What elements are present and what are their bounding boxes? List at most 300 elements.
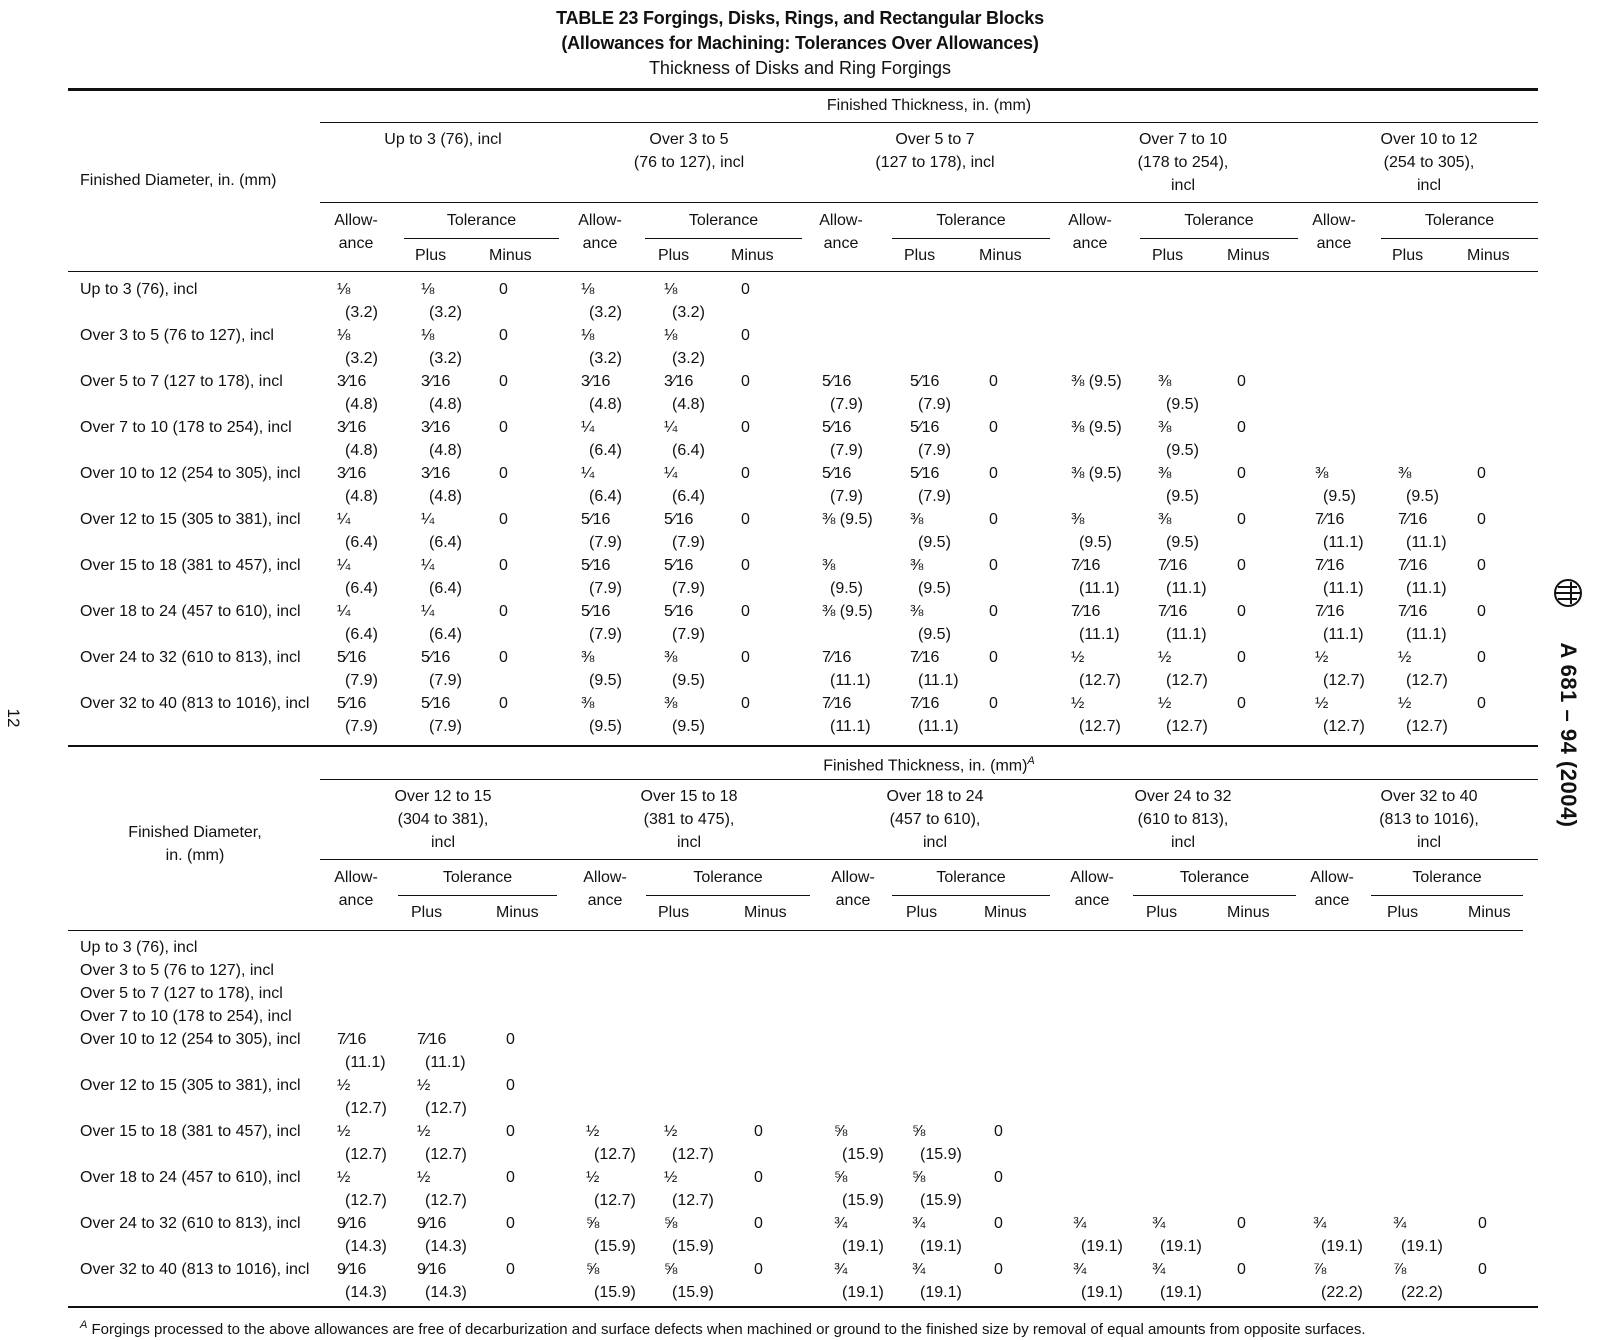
- minus-value: 0: [989, 419, 998, 436]
- allowance-mm: (7.9): [589, 626, 622, 643]
- allowance-value: ⅜ (9.5): [1071, 465, 1122, 482]
- allowance-mm: (15.9): [594, 1284, 636, 1301]
- plus-header: Plus: [1146, 904, 1178, 921]
- tolerance-rule: [1133, 895, 1296, 896]
- row-label: Over 12 to 15 (305 to 381), incl: [80, 511, 301, 528]
- allowance-header: ance: [587, 892, 623, 909]
- allowance-header: Allow-: [1068, 212, 1112, 229]
- tolerance-rule: [404, 238, 559, 239]
- plus-mm: (12.7): [425, 1192, 467, 1209]
- row-label: Over 10 to 12 (254 to 305), incl: [80, 465, 301, 482]
- thickness-group-header: incl: [1416, 834, 1441, 851]
- allowance-mm: (6.4): [589, 442, 622, 459]
- plus-value: 7⁄16: [910, 695, 940, 712]
- allowance-value: ¼: [337, 557, 351, 574]
- allowance-value: ⅝: [586, 1215, 600, 1232]
- allowance-mm: (7.9): [345, 672, 378, 689]
- allowance-header: ance: [1074, 892, 1110, 909]
- minus-value: 0: [1237, 373, 1246, 390]
- allowance-value: ⅜ (9.5): [1071, 373, 1122, 390]
- plus-value: 7⁄16: [417, 1031, 447, 1048]
- allowance-value: 5⁄16: [337, 649, 367, 666]
- minus-value: 0: [1477, 511, 1486, 528]
- allowance-header: ance: [835, 892, 871, 909]
- plus-mm: (15.9): [672, 1284, 714, 1301]
- plus-value: ¾: [1152, 1261, 1166, 1278]
- allowance-mm: (7.9): [830, 488, 863, 505]
- allowance-value: ½: [1315, 649, 1329, 666]
- minus-value: 0: [1237, 695, 1246, 712]
- minus-value: 0: [499, 603, 508, 620]
- allowance-mm: (19.1): [1321, 1238, 1363, 1255]
- allowance-mm: (22.2): [1321, 1284, 1363, 1301]
- allowance-header: Allow-: [334, 869, 378, 886]
- plus-mm: (4.8): [429, 396, 462, 413]
- allowance-mm: (19.1): [842, 1284, 884, 1301]
- minus-value: 0: [1237, 419, 1246, 436]
- allowance-value: 7⁄16: [822, 649, 852, 666]
- header-bottom-rule: [68, 930, 1523, 931]
- plus-value: ⅝: [664, 1215, 678, 1232]
- diameter-header: in. (mm): [165, 847, 225, 864]
- row-label: Over 18 to 24 (457 to 610), incl: [80, 603, 301, 620]
- allowance-value: ⅜ (9.5): [822, 511, 873, 528]
- tolerance-header: Tolerance: [446, 212, 517, 229]
- allowance-header: Allow-: [334, 212, 378, 229]
- minus-value: 0: [499, 511, 508, 528]
- row-label: Over 24 to 32 (610 to 813), incl: [80, 649, 301, 666]
- allowance-mm: (12.7): [1323, 672, 1365, 689]
- plus-value: ⅛: [664, 281, 678, 298]
- plus-value: ⅜: [1158, 511, 1172, 528]
- plus-value: ⅝: [912, 1123, 926, 1140]
- plus-header: Plus: [658, 247, 690, 264]
- allowance-value: 7⁄16: [1315, 511, 1345, 528]
- plus-value: 3⁄16: [421, 373, 451, 390]
- plus-mm: (12.7): [672, 1146, 714, 1163]
- allowance-header: ance: [1316, 235, 1352, 252]
- allowance-value: 5⁄16: [581, 511, 611, 528]
- plus-mm: (9.5): [672, 718, 705, 735]
- plus-mm: (6.4): [429, 534, 462, 551]
- plus-value: ⅝: [664, 1261, 678, 1278]
- plus-value: ⅜: [910, 603, 924, 620]
- thickness-group-header: Over 12 to 15: [394, 788, 492, 805]
- allowance-value: ½: [337, 1077, 351, 1094]
- allowance-mm: (3.2): [345, 304, 378, 321]
- allowance-mm: (14.3): [345, 1238, 387, 1255]
- plus-value: ⅜: [664, 649, 678, 666]
- plus-mm: (4.8): [429, 488, 462, 505]
- row-label: Up to 3 (76), incl: [80, 281, 198, 298]
- minus-header: Minus: [1227, 247, 1270, 264]
- allowance-value: 5⁄16: [581, 557, 611, 574]
- tolerance-rule: [1371, 895, 1523, 896]
- allowance-mm: (12.7): [345, 1100, 387, 1117]
- minus-value: 0: [741, 465, 750, 482]
- plus-mm: (9.5): [672, 672, 705, 689]
- allowance-mm: (4.8): [589, 396, 622, 413]
- thickness-group-header: incl: [1170, 834, 1195, 851]
- plus-mm: (15.9): [672, 1238, 714, 1255]
- plus-mm: (6.4): [672, 488, 705, 505]
- tolerance-header: Tolerance: [1184, 212, 1254, 229]
- standard-designation: A 681 – 94 (2004): [1556, 642, 1581, 828]
- plus-value: ¾: [912, 1215, 926, 1232]
- allowance-header: ance: [823, 235, 859, 252]
- thickness-group-header: (610 to 813),: [1137, 811, 1229, 828]
- minus-value: 0: [506, 1215, 515, 1232]
- allowance-value: 7⁄16: [337, 1031, 367, 1048]
- minus-value: 0: [499, 557, 508, 574]
- astm-logo: [1553, 578, 1583, 608]
- plus-value: ½: [417, 1169, 431, 1186]
- plus-value: ⅛: [421, 281, 435, 298]
- header-bottom-rule: [68, 271, 1538, 272]
- allowance-mm: (6.4): [589, 488, 622, 505]
- plus-value: 5⁄16: [664, 511, 694, 528]
- plus-value: 5⁄16: [910, 419, 940, 436]
- allowance-mm: (6.4): [345, 626, 378, 643]
- minus-header: Minus: [984, 904, 1027, 921]
- plus-value: 9⁄16: [417, 1215, 447, 1232]
- plus-mm: (7.9): [918, 488, 951, 505]
- minus-value: 0: [1477, 603, 1486, 620]
- plus-mm: (7.9): [672, 534, 705, 551]
- allowance-value: ½: [1071, 695, 1085, 712]
- plus-mm: (11.1): [1166, 580, 1207, 597]
- plus-value: 7⁄16: [1398, 511, 1428, 528]
- row-label: Over 3 to 5 (76 to 127), incl: [80, 327, 274, 344]
- plus-value: 5⁄16: [910, 373, 940, 390]
- allowance-value: 9⁄16: [337, 1215, 367, 1232]
- thickness-group-header: Over 3 to 5: [649, 131, 729, 148]
- tolerance-header: Tolerance: [936, 212, 1006, 229]
- allowance-value: 5⁄16: [822, 465, 852, 482]
- allowance-mm: (11.1): [345, 1054, 386, 1071]
- allowance-mm: (9.5): [830, 580, 863, 597]
- minus-value: 0: [989, 511, 998, 528]
- minus-header: Minus: [979, 247, 1022, 264]
- minus-value: 0: [1237, 511, 1246, 528]
- allowance-value: ½: [337, 1123, 351, 1140]
- plus-mm: (3.2): [429, 304, 462, 321]
- plus-mm: (11.1): [1406, 626, 1447, 643]
- plus-value: 3⁄16: [421, 465, 451, 482]
- thickness-group-header: Over 18 to 24: [886, 788, 984, 805]
- plus-mm: (7.9): [672, 580, 705, 597]
- plus-value: 7⁄16: [910, 649, 940, 666]
- tolerance-header: Tolerance: [688, 212, 759, 229]
- tolerance-header: Tolerance: [442, 869, 513, 886]
- allowance-mm: (14.3): [345, 1284, 387, 1301]
- plus-mm: (7.9): [429, 718, 462, 735]
- allowance-value: 3⁄16: [581, 373, 611, 390]
- plus-mm: (11.1): [918, 718, 959, 735]
- plus-value: ⅜: [1398, 465, 1412, 482]
- allowance-header: ance: [338, 892, 374, 909]
- plus-mm: (12.7): [1406, 672, 1448, 689]
- plus-value: 3⁄16: [664, 373, 694, 390]
- tolerance-rule: [1381, 238, 1538, 239]
- allowance-value: ½: [1315, 695, 1329, 712]
- allowance-value: ⅝: [834, 1123, 848, 1140]
- allowance-mm: (4.8): [345, 442, 378, 459]
- minus-value: 0: [499, 419, 508, 436]
- table-caption: Thickness of Disks and Ring Forgings: [648, 58, 952, 78]
- thickness-group-header: incl: [1416, 177, 1441, 194]
- plus-value: 7⁄16: [1158, 603, 1188, 620]
- thickness-group-header: Over 7 to 10: [1138, 131, 1228, 148]
- allowance-value: 7⁄16: [822, 695, 852, 712]
- allowance-value: ¼: [337, 511, 351, 528]
- allowance-mm: (11.1): [1079, 626, 1120, 643]
- minus-value: 0: [499, 373, 508, 390]
- plus-mm: (4.8): [672, 396, 705, 413]
- minus-value: 0: [754, 1215, 763, 1232]
- plus-value: 7⁄16: [1398, 557, 1428, 574]
- minus-value: 0: [1237, 603, 1246, 620]
- allowance-mm: (19.1): [1081, 1284, 1123, 1301]
- minus-header: Minus: [744, 904, 787, 921]
- plus-value: 5⁄16: [910, 465, 940, 482]
- plus-mm: (19.1): [1401, 1238, 1443, 1255]
- plus-value: 5⁄16: [421, 695, 451, 712]
- plus-mm: (12.7): [1166, 718, 1208, 735]
- allowance-mm: (9.5): [1079, 534, 1112, 551]
- minus-value: 0: [741, 695, 750, 712]
- minus-value: 0: [741, 281, 750, 298]
- thickness-header: Finished Thickness, in. (mm): [826, 97, 1032, 114]
- allowance-value: ¾: [834, 1215, 848, 1232]
- subheader-rule: [320, 202, 1538, 203]
- plus-mm: (15.9): [920, 1146, 962, 1163]
- plus-mm: (19.1): [1160, 1238, 1202, 1255]
- plus-header: Plus: [1392, 247, 1424, 264]
- allowance-header: Allow-: [1312, 212, 1356, 229]
- allowance-value: 7⁄16: [1071, 557, 1101, 574]
- allowance-mm: (9.5): [589, 672, 622, 689]
- footnote: [80, 1315, 1366, 1340]
- thickness-group-header: incl: [676, 834, 701, 851]
- thickness-group-header: Over 10 to 12: [1380, 131, 1478, 148]
- minus-value: 0: [506, 1261, 515, 1278]
- group-rule: [320, 779, 1538, 780]
- footnote-text: Forgings processed to the above allowances are free of decarburization and surface defects when machined or ground to the finished size by removal of equal amounts from opposite surfaces.: [87, 1321, 1366, 1338]
- thickness-group-header: (457 to 610),: [889, 811, 981, 828]
- allowance-value: ½: [586, 1169, 600, 1186]
- plus-value: 5⁄16: [664, 557, 694, 574]
- plus-value: ½: [417, 1077, 431, 1094]
- diameter-header: Finished Diameter,: [128, 824, 262, 841]
- thickness-group-header: (381 to 475),: [643, 811, 735, 828]
- plus-mm: (6.4): [429, 626, 462, 643]
- group-rule: [320, 122, 1538, 123]
- row-label: Over 24 to 32 (610 to 813), incl: [80, 1215, 301, 1232]
- allowance-mm: (7.9): [345, 718, 378, 735]
- allowance-value: ⅜ (9.5): [822, 603, 873, 620]
- plus-mm: (4.8): [429, 442, 462, 459]
- minus-value: 0: [994, 1169, 1003, 1186]
- thickness-group-header: (76 to 127), incl: [633, 154, 745, 171]
- plus-value: ¼: [421, 603, 435, 620]
- thickness-group-header: Over 5 to 7: [895, 131, 975, 148]
- allowance-mm: (7.9): [830, 396, 863, 413]
- plus-value: ½: [417, 1123, 431, 1140]
- allowance-mm: (11.1): [1323, 580, 1364, 597]
- plus-mm: (12.7): [1406, 718, 1448, 735]
- minus-value: 0: [741, 373, 750, 390]
- allowance-value: ⅜: [1315, 465, 1329, 482]
- allowance-mm: (4.8): [345, 488, 378, 505]
- row-label: Over 12 to 15 (305 to 381), incl: [80, 1077, 301, 1094]
- allowance-header: ance: [1072, 235, 1108, 252]
- minus-value: 0: [1477, 557, 1486, 574]
- allowance-header: Allow-: [831, 869, 875, 886]
- row-label: Over 18 to 24 (457 to 610), incl: [80, 1169, 301, 1186]
- allowance-value: ⅛: [337, 281, 351, 298]
- plus-header: Plus: [904, 247, 936, 264]
- allowance-value: ⅛: [337, 327, 351, 344]
- allowance-mm: (6.4): [345, 534, 378, 551]
- plus-value: ¾: [1152, 1215, 1166, 1232]
- minus-header: Minus: [1467, 247, 1510, 264]
- plus-mm: (7.9): [429, 672, 462, 689]
- plus-mm: (11.1): [918, 672, 959, 689]
- allowance-header: ance: [1314, 892, 1350, 909]
- section-top-rule: [68, 88, 1538, 91]
- plus-value: ¼: [664, 465, 678, 482]
- plus-mm: (19.1): [920, 1284, 962, 1301]
- allowance-value: ⅛: [581, 281, 595, 298]
- minus-value: 0: [499, 695, 508, 712]
- plus-mm: (11.1): [1406, 580, 1447, 597]
- plus-mm: (9.5): [918, 534, 951, 551]
- allowance-value: ¼: [581, 465, 595, 482]
- thickness-group-header: Over 15 to 18: [640, 788, 738, 805]
- plus-mm: (6.4): [429, 580, 462, 597]
- allowance-value: ½: [1071, 649, 1085, 666]
- plus-mm: (22.2): [1401, 1284, 1443, 1301]
- plus-header: Plus: [906, 904, 938, 921]
- plus-mm: (9.5): [1166, 488, 1199, 505]
- allowance-mm: (11.1): [1323, 626, 1364, 643]
- plus-header: Plus: [658, 904, 690, 921]
- plus-value: ½: [1398, 695, 1412, 712]
- minus-value: 0: [994, 1261, 1003, 1278]
- minus-value: 0: [989, 465, 998, 482]
- thickness-group-header: (254 to 305),: [1383, 154, 1475, 171]
- minus-header: Minus: [731, 247, 774, 264]
- plus-mm: (3.2): [672, 350, 705, 367]
- allowance-mm: (11.1): [830, 718, 871, 735]
- plus-value: ⅜: [1158, 465, 1172, 482]
- diameter-header: Finished Diameter, in. (mm): [80, 172, 277, 189]
- plus-mm: (7.9): [918, 442, 951, 459]
- minus-header: Minus: [1227, 904, 1270, 921]
- minus-value: 0: [989, 649, 998, 666]
- minus-value: 0: [1477, 695, 1486, 712]
- allowance-value: ⅝: [834, 1169, 848, 1186]
- plus-mm: (11.1): [1166, 626, 1207, 643]
- minus-value: 0: [989, 373, 998, 390]
- plus-header: Plus: [415, 247, 447, 264]
- plus-mm: (11.1): [425, 1054, 466, 1071]
- tolerance-header: Tolerance: [1424, 212, 1495, 229]
- section-top-rule: [68, 745, 1538, 747]
- minus-value: 0: [754, 1123, 763, 1140]
- minus-value: 0: [741, 649, 750, 666]
- minus-value: 0: [506, 1169, 515, 1186]
- allowance-mm: (7.9): [830, 442, 863, 459]
- row-label: Over 10 to 12 (254 to 305), incl: [80, 1031, 301, 1048]
- allowance-mm: (11.1): [830, 672, 871, 689]
- thickness-group-header: incl: [1170, 177, 1195, 194]
- allowance-value: ⅝: [586, 1261, 600, 1278]
- row-label: Over 5 to 7 (127 to 178), incl: [80, 373, 283, 390]
- allowance-value: ¾: [1073, 1215, 1087, 1232]
- minus-value: 0: [1237, 1261, 1246, 1278]
- allowance-mm: (7.9): [589, 534, 622, 551]
- plus-value: ¾: [1393, 1215, 1407, 1232]
- allowance-mm: (7.9): [589, 580, 622, 597]
- tolerance-rule: [645, 238, 802, 239]
- plus-mm: (9.5): [1166, 396, 1199, 413]
- allowance-value: 7⁄16: [1315, 557, 1345, 574]
- allowance-mm: (12.7): [1079, 718, 1121, 735]
- minus-value: 0: [1478, 1261, 1487, 1278]
- allowance-header: Allow-: [578, 212, 622, 229]
- plus-mm: (3.2): [429, 350, 462, 367]
- thickness-group-header: incl: [922, 834, 947, 851]
- thickness-group-header: (813 to 1016),: [1379, 811, 1479, 828]
- plus-mm: (9.5): [1166, 534, 1199, 551]
- allowance-value: 5⁄16: [581, 603, 611, 620]
- thickness-group-header: Over 32 to 40: [1380, 788, 1478, 805]
- plus-value: ⅜: [1158, 373, 1172, 390]
- plus-mm: (12.7): [672, 1192, 714, 1209]
- row-label: Over 7 to 10 (178 to 254), incl: [80, 1008, 292, 1025]
- plus-mm: (14.3): [425, 1284, 467, 1301]
- page-number: 12: [4, 708, 23, 728]
- plus-value: ⅜: [664, 695, 678, 712]
- allowance-value: ⅜: [581, 695, 595, 712]
- minus-value: 0: [506, 1123, 515, 1140]
- minus-value: 0: [1477, 649, 1486, 666]
- plus-mm: (19.1): [1160, 1284, 1202, 1301]
- allowance-header: Allow-: [1310, 869, 1354, 886]
- plus-value: ⅛: [421, 327, 435, 344]
- plus-value: ¾: [912, 1261, 926, 1278]
- tolerance-rule: [646, 895, 810, 896]
- minus-value: 0: [741, 511, 750, 528]
- allowance-mm: (3.2): [345, 350, 378, 367]
- allowance-mm: (12.7): [594, 1192, 636, 1209]
- thickness-group-header: Up to 3 (76), incl: [384, 131, 502, 148]
- minus-value: 0: [741, 327, 750, 344]
- minus-value: 0: [506, 1031, 515, 1048]
- plus-mm: (15.9): [920, 1192, 962, 1209]
- plus-mm: (14.3): [425, 1238, 467, 1255]
- plus-value: 7⁄16: [1398, 603, 1428, 620]
- plus-mm: (3.2): [672, 304, 705, 321]
- allowance-mm: (15.9): [594, 1238, 636, 1255]
- minus-value: 0: [741, 603, 750, 620]
- plus-value: ¼: [664, 419, 678, 436]
- minus-value: 0: [989, 557, 998, 574]
- plus-value: 7⁄16: [1158, 557, 1188, 574]
- row-label: Up to 3 (76), incl: [80, 939, 198, 956]
